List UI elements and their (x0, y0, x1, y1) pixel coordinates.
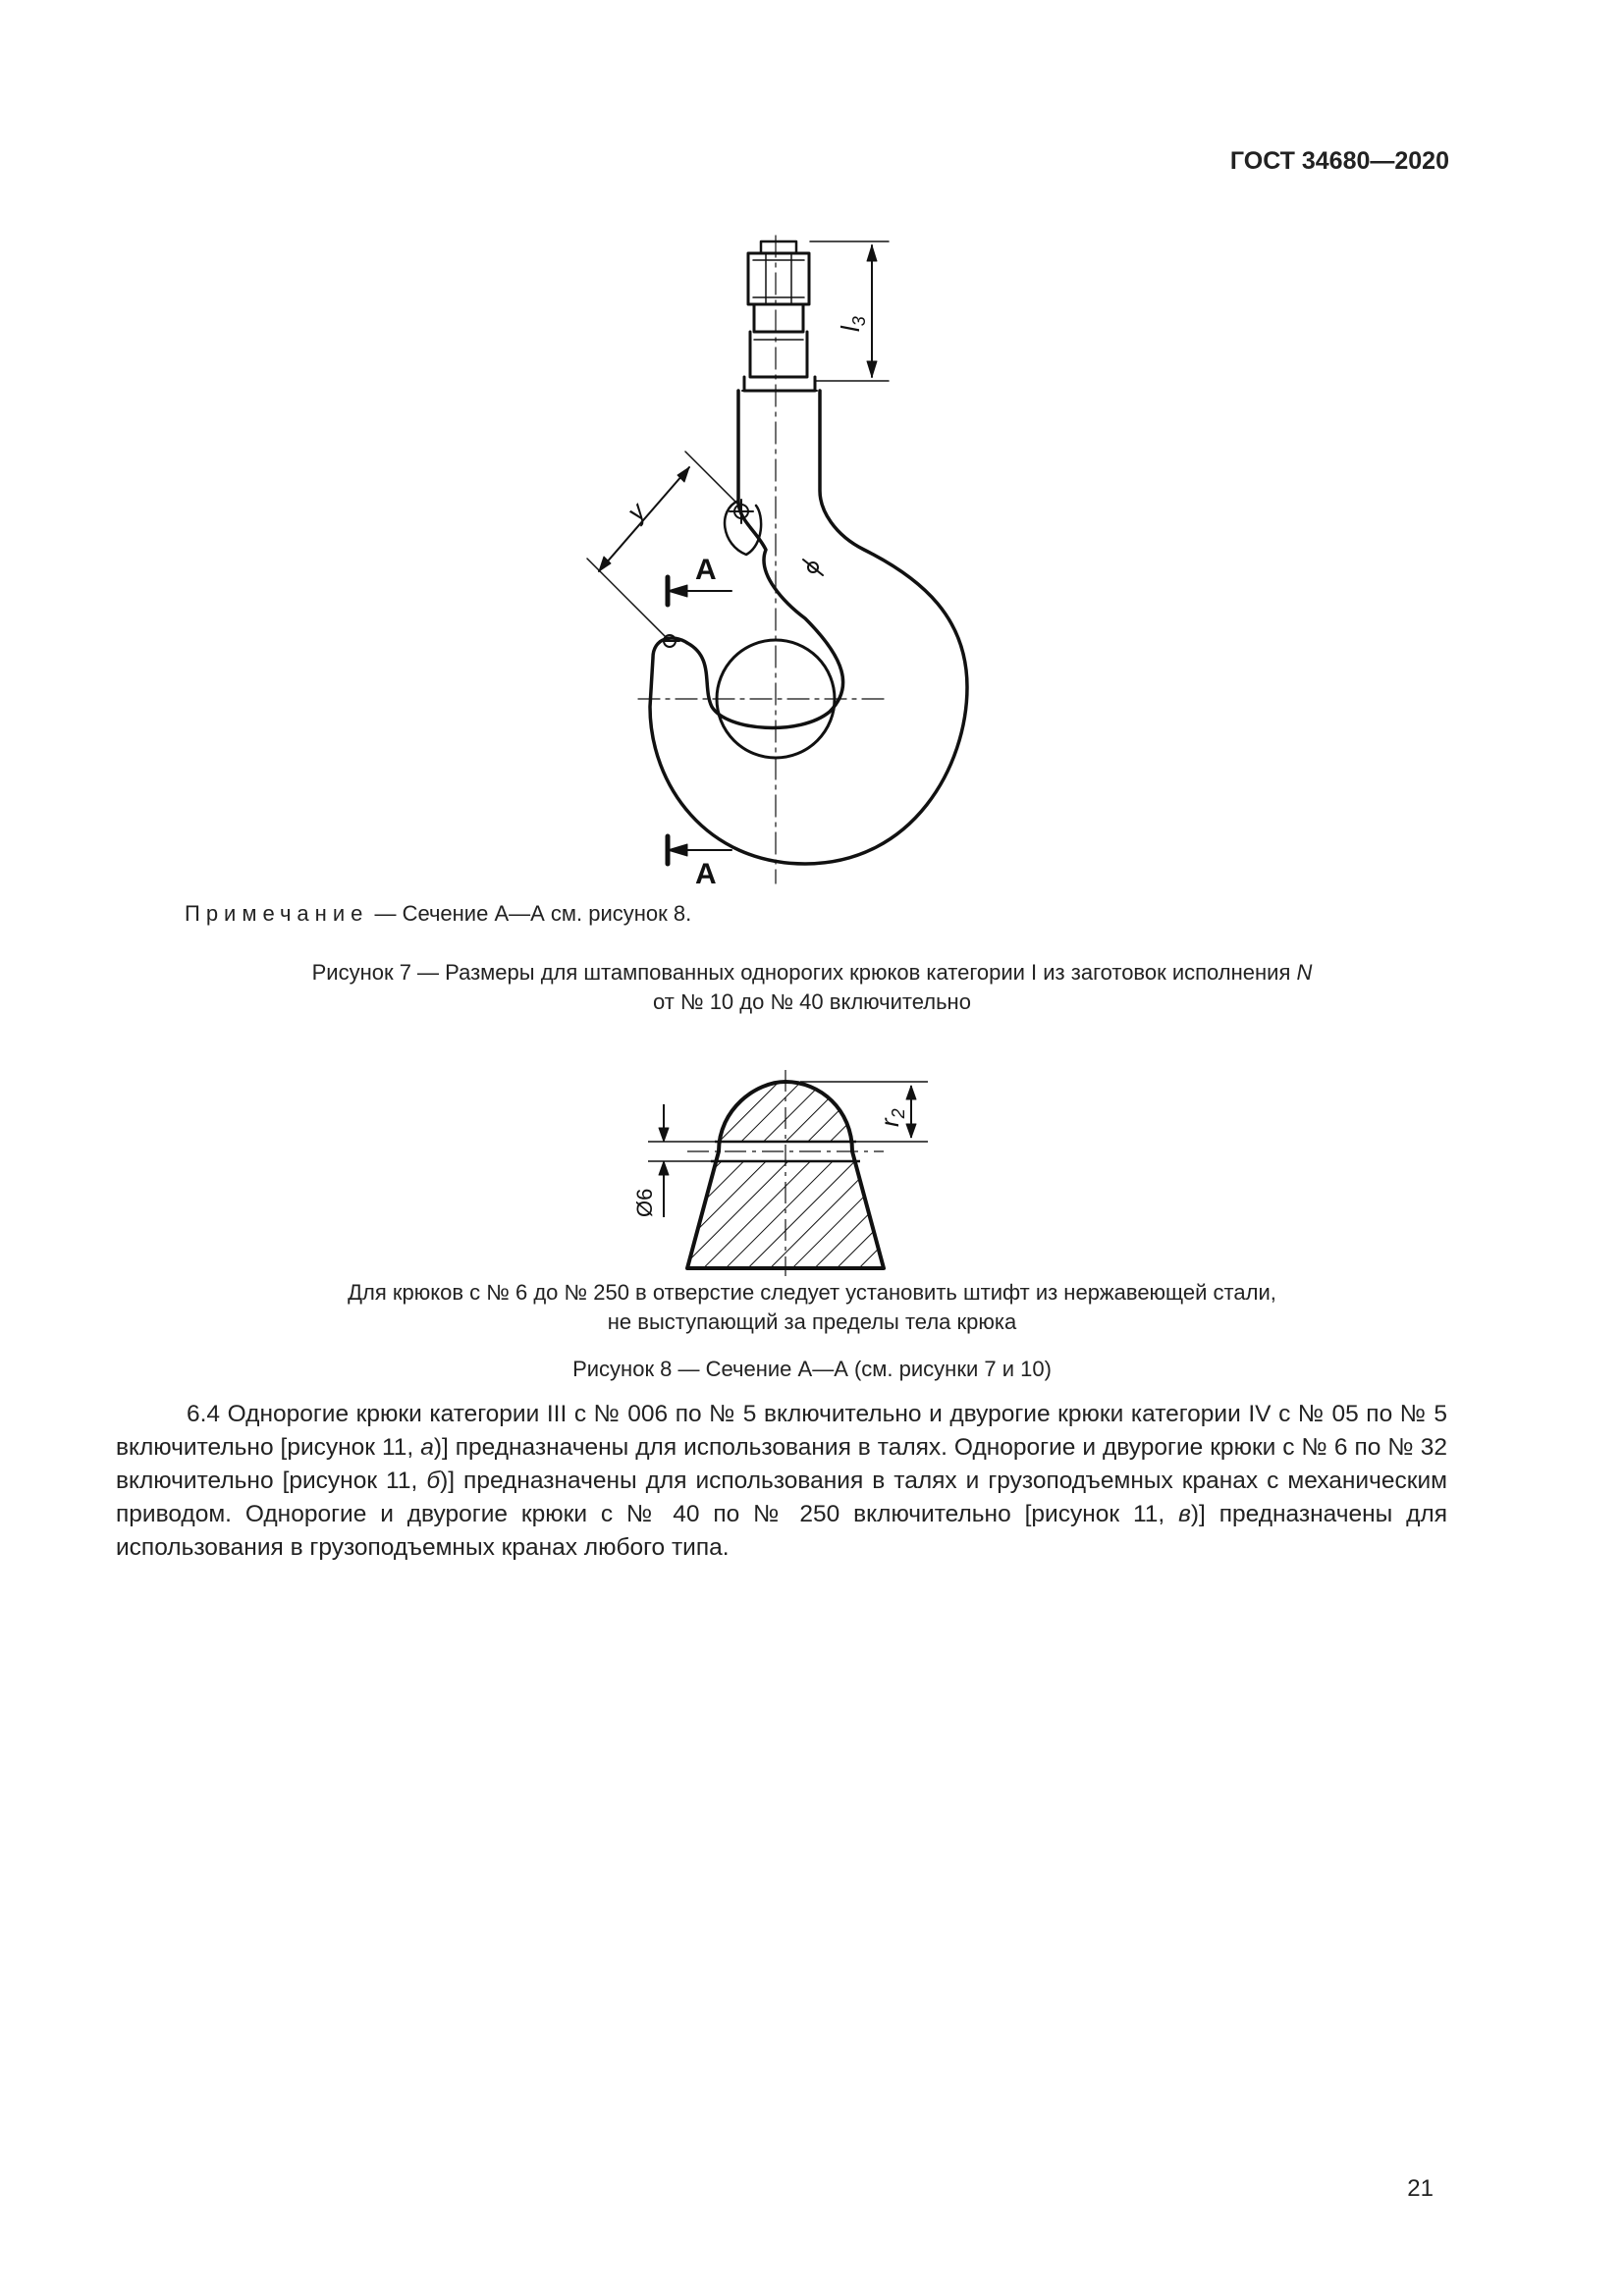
dim-r2-label (875, 1108, 908, 1127)
caption-7-line-2: от № 10 до № 40 включительно (653, 989, 971, 1014)
figure-8-note-line-1: Для крюков с № 6 до № 250 в отверстие следует установить штифт из нержавеющей стали, (348, 1280, 1276, 1305)
figure-8-note-line-2: не выступающий за пределы тела крюка (607, 1309, 1017, 1334)
page-number: 21 (1407, 2175, 1434, 2202)
dim-r2-sub: 2 (889, 1108, 908, 1119)
figure-8-caption: Рисунок 8 — Сечение А—А (см. рисунки 7 и 10) (572, 1357, 1052, 1381)
section-a-bottom-label: А (695, 858, 717, 890)
figure-8-section-drawing (0, 1060, 1624, 1276)
figure-8-note (0, 1278, 1624, 1337)
dim-y-label: y (621, 497, 652, 527)
dim-r2-letter: r (875, 1118, 904, 1127)
section-a-top-label: А (695, 554, 717, 586)
note-prefix: Примечание (185, 901, 369, 926)
document-header: ГОСТ 34680—2020 (1229, 147, 1449, 175)
note-text: — Сечение А—А см. рисунок 8. (368, 901, 692, 926)
figure-7-caption (0, 958, 1624, 1017)
dim-l3-label (836, 316, 869, 332)
dim-d6-label: Ø6 (632, 1188, 657, 1217)
figure-7-note (185, 901, 691, 927)
section-6-4-paragraph: 6.4 Однорогие крюки категории III с № 006 по № 5 включительно и двурогие крюки категории IV с № 05 по № 5 включительно [рисунок 11, а)] предназначены для использования в талях. Однорогие и двурогие крюки с № 6 по № 32 включительно [рисунок 11, б)] предназначены для использования в талях и грузоподъемных кранах с механическим приводом. Однорогие и двурогие крюки с № 40 по № 250 включительно [рисунок 11, в)] предназначены для использования в грузоподъемных кранах любого типа. (116, 1401, 1447, 1561)
dim-l3-letter: l (836, 326, 865, 332)
dim-l3-sub: 3 (849, 316, 869, 327)
figure-7-hook-drawing (0, 0, 1624, 903)
caption-7-line-1: Рисунок 7 — Размеры для штампованных однорогих крюков категории I из заготовок исполнения N (311, 960, 1313, 985)
